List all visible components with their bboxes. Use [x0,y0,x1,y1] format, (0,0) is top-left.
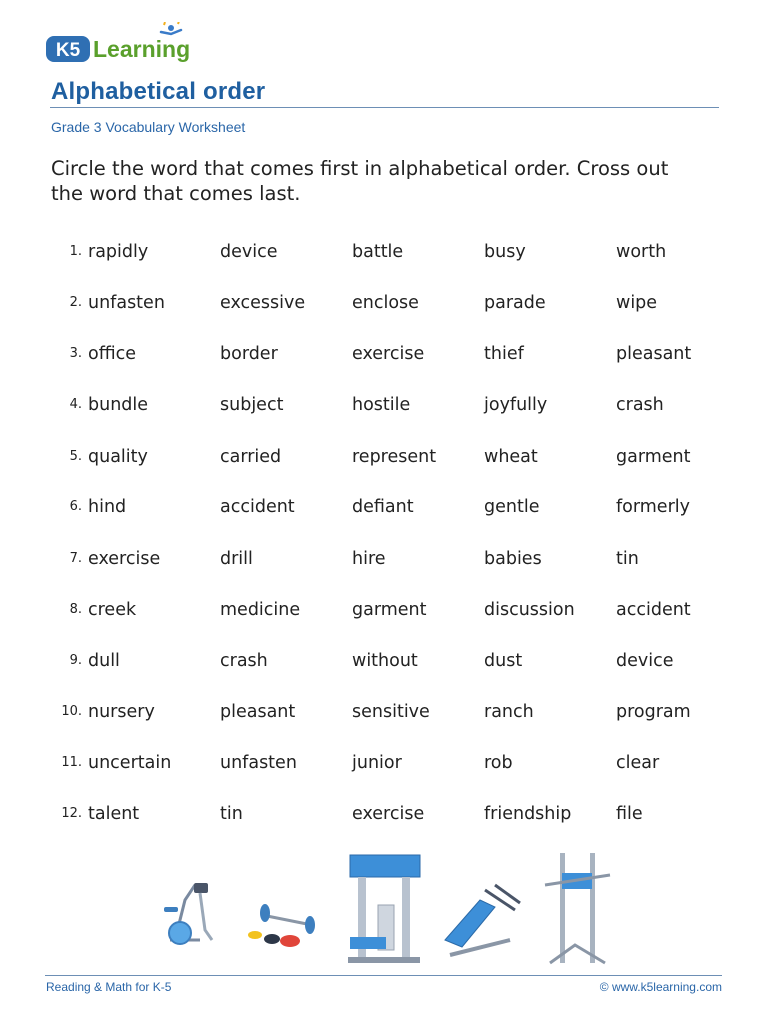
word[interactable]: battle [352,242,404,262]
word[interactable]: formerly [616,497,690,517]
exercise-bike-icon [164,883,212,944]
worksheet-subtitle: Grade 3 Vocabulary Worksheet [51,119,246,135]
word-row [0,651,768,681]
word[interactable]: babies [484,549,542,569]
word[interactable]: exercise [352,804,425,824]
footer-tagline: Reading & Math for K-5 [46,980,172,994]
instructions: Circle the word that comes first in alphabetical order. Cross out the word that comes last. [51,157,669,205]
row-number: 8. [69,602,82,617]
word[interactable]: unfasten [220,753,297,773]
word[interactable]: gentle [484,497,540,517]
word[interactable]: clear [616,753,660,773]
word[interactable]: accident [616,600,691,620]
word[interactable]: nursery [88,702,155,722]
word[interactable]: hire [352,549,386,569]
word[interactable]: busy [484,242,526,262]
word[interactable]: without [352,651,418,671]
title-divider [50,107,719,108]
word[interactable]: sensitive [352,702,430,722]
logo-sparkle [164,22,179,25]
logo-k5-text: K5 [55,40,81,61]
word[interactable]: program [616,702,691,722]
word[interactable]: accident [220,497,295,517]
word[interactable]: pleasant [220,702,296,722]
barbell-icon [248,904,315,947]
word[interactable]: rob [484,753,513,773]
word[interactable]: unfasten [88,293,165,313]
word[interactable]: ranch [484,702,534,722]
word[interactable]: file [616,804,643,824]
row-number: 6. [69,499,82,514]
weight-machine-icon [348,855,420,963]
pullup-station-icon [545,853,610,963]
word[interactable]: crash [220,651,268,671]
word-row [0,753,768,783]
row-number: 1. [69,244,82,259]
word[interactable]: device [616,651,674,671]
word[interactable]: garment [616,447,691,467]
word[interactable]: creek [88,600,137,620]
word[interactable]: represent [352,447,437,467]
word[interactable]: thief [484,344,524,364]
page-title: Alphabetical order [51,78,266,105]
word-row [0,447,768,477]
word[interactable]: quality [88,447,148,467]
word[interactable]: dust [484,651,523,671]
word[interactable]: rapidly [88,242,149,262]
word[interactable]: office [88,344,137,364]
word-row [0,497,768,527]
word[interactable]: dull [88,651,120,671]
word[interactable]: joyfully [484,395,548,415]
word[interactable]: uncertain [88,753,172,773]
word[interactable]: tin [616,549,639,569]
word[interactable]: discussion [484,600,575,620]
word[interactable]: device [220,242,278,262]
footer-divider [45,975,722,976]
word[interactable]: pleasant [616,344,692,364]
word[interactable]: carried [220,447,282,467]
word[interactable]: garment [352,600,427,620]
word[interactable]: enclose [352,293,419,313]
row-number: 7. [69,551,82,566]
word[interactable]: hostile [352,395,411,415]
word[interactable]: defiant [352,497,414,517]
word[interactable]: tin [220,804,243,824]
word[interactable]: junior [352,753,402,773]
word[interactable]: wheat [484,447,538,467]
word[interactable]: friendship [484,804,572,824]
word-row [0,344,768,374]
logo-figure-head [168,25,174,31]
word[interactable]: medicine [220,600,301,620]
word[interactable]: excessive [220,293,306,313]
word[interactable]: exercise [352,344,425,364]
k5-learning-logo [46,22,206,66]
gym-equipment-illustration [150,845,630,970]
row-number: 9. [69,653,82,668]
word[interactable]: bundle [88,395,149,415]
word[interactable]: subject [220,395,284,415]
word[interactable]: hind [88,497,127,517]
word-row [0,293,768,323]
incline-bench-icon [445,885,520,955]
word-row [0,549,768,579]
word[interactable]: exercise [88,549,161,569]
word[interactable]: talent [88,804,140,824]
row-number: 2. [69,295,82,310]
word-row [0,242,768,272]
word[interactable]: wipe [616,293,658,313]
word-row [0,804,768,834]
row-number: 10. [61,704,82,719]
row-number: 12. [61,806,82,821]
logo-learning-text: Learning [93,36,191,62]
row-number: 3. [69,346,82,361]
word[interactable]: parade [484,293,546,313]
row-number: 5. [69,449,82,464]
word[interactable]: drill [220,549,253,569]
word-row [0,702,768,732]
row-number: 11. [61,755,82,770]
word[interactable]: border [220,344,278,364]
footer-website-link[interactable]: © www.k5learning.com [599,980,722,994]
word-row [0,395,768,425]
word[interactable]: worth [616,242,667,262]
row-number: 4. [69,397,82,412]
word[interactable]: crash [616,395,664,415]
word-row [0,600,768,630]
